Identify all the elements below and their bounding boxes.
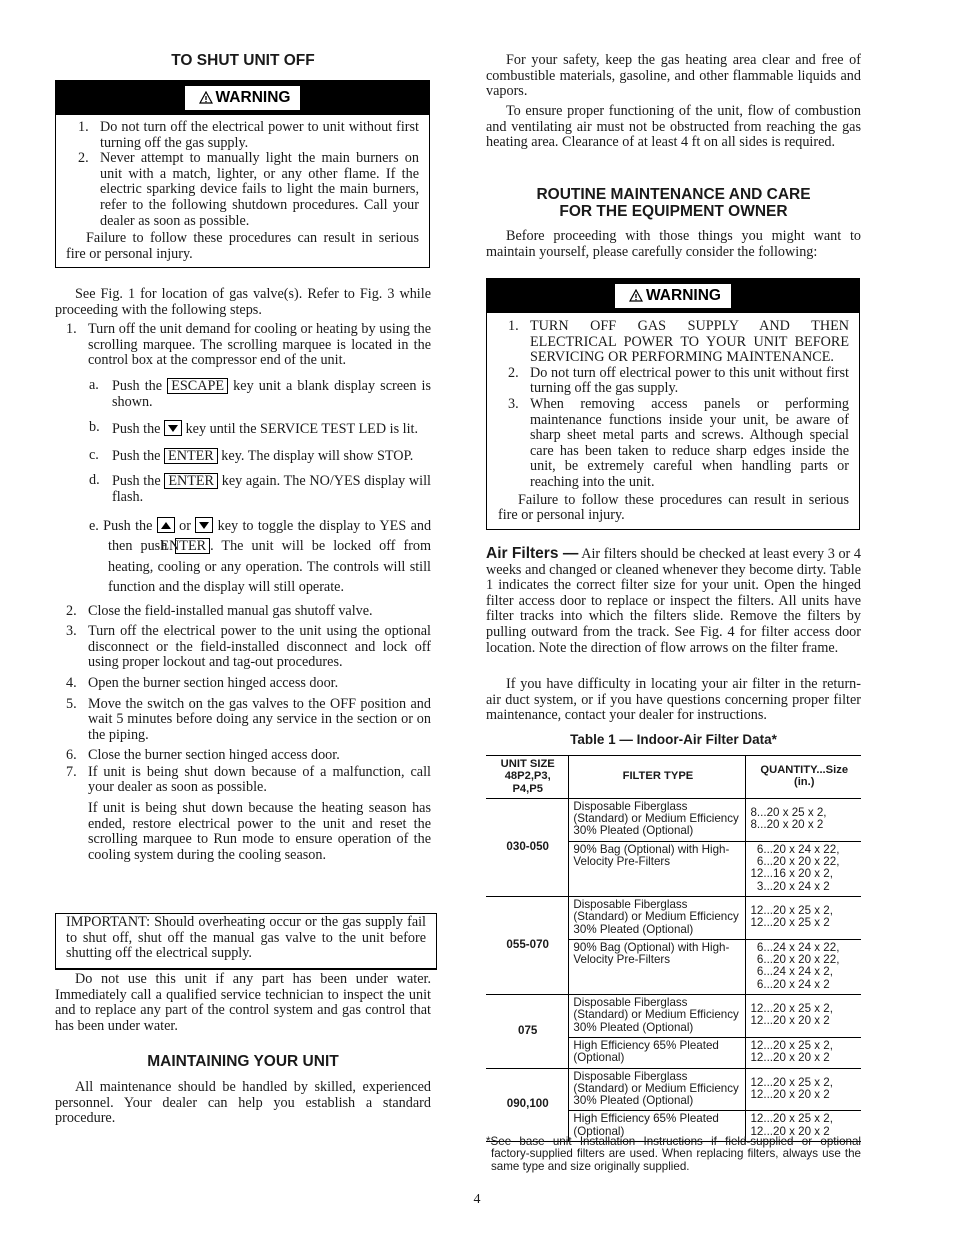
list-item: 1. TURN OFF GAS SUPPLY AND THEN ELECTRICAL POWER TO YOUR UNIT BEFORE SERVICING OR PERFORMING MAINTENANCE. <box>508 318 849 366</box>
warning-label: WARNING <box>615 284 731 308</box>
list-item: 6. Close the burner section hinged access door. <box>66 747 340 764</box>
warning-triangle-icon <box>629 289 643 302</box>
filter-type-cell: Disposable Fiberglass (Standard) or Medium Efficiency 30% Pleated (Optional) <box>569 896 746 939</box>
sub-step-e: e. Push the or key to toggle the display to YES and then push ENTER . The unit will be locked off from heating, cooling or any operation. The controls will still function and the display will still operate. <box>89 517 432 596</box>
table-row <box>486 1068 861 1111</box>
unit-size-cell: 030-050 <box>486 798 569 896</box>
warning-box-shutoff <box>55 80 430 268</box>
filter-type-cell: 90% Bag (Optional) with High-Velocity Pre-Filters <box>569 939 746 994</box>
list-item: 2. Close the field-installed manual gas shutoff valve. <box>66 602 373 619</box>
quantity-cell: 12...20 x 25 x 2, 12...20 x 25 x 2 <box>746 896 861 939</box>
safety-paragraph-2: To ensure proper functioning of the unit, flow of combustion and ventilating air must not be obstructed from reaching the gas heating area. Clearance of at least 4 ft on all sides is required. <box>486 103 861 151</box>
warning-bar <box>487 279 859 313</box>
list-item: 5. Move the switch on the gas valves to the OFF position and wait 5 minutes before doing any service in the section or on the piping. <box>66 695 431 743</box>
important-box: IMPORTANT: Should overheating occur or the gas supply fail to shut off, shut off the manual gas valve to the unit before shutting off the electrical supply. <box>55 913 437 970</box>
warning-bar <box>56 81 429 115</box>
quantity-cell: 12...20 x 25 x 2, 12...20 x 20 x 2 <box>746 1068 861 1111</box>
maintaining-paragraph: All maintenance should be handled by skilled, experienced personnel. Your dealer can help you establish a standard procedure. <box>55 1079 431 1127</box>
sub-step-d: d. Push the ENTER key again. The NO/YES display will flash. <box>89 472 431 505</box>
filter-type-cell: Disposable Fiberglass (Standard) or Medium Efficiency 30% Pleated (Optional) <box>569 995 746 1038</box>
table-row <box>486 995 861 1038</box>
unit-size-cell: 075 <box>486 995 569 1068</box>
warning-body <box>56 115 429 267</box>
filter-type-cell: Disposable Fiberglass (Standard) or Medium Efficiency 30% Pleated (Optional) <box>569 798 746 841</box>
list-item: 1. Do not turn off the electrical power to unit without first turning off the gas supply. <box>78 119 419 151</box>
sub-step-b: b. Push the key until the SERVICE TEST LED is lit. <box>89 419 419 438</box>
list-item: 4. Open the burner section hinged access door. <box>66 674 339 691</box>
quantity-cell: 12...20 x 25 x 2, 12...20 x 20 x 2 <box>746 995 861 1038</box>
maintaining-heading: MAINTAINING YOUR UNIT <box>147 1053 339 1070</box>
warning-footer: Failure to follow these procedures can result in serious fire or personal injury. <box>498 491 849 524</box>
table-footnote: *See base unit Installation Instructions if field-supplied or optional factory-supplied filters are used. When replacing filters, always use the same type and size originally supplied. <box>486 1135 861 1173</box>
escape-key: ESCAPE <box>167 378 228 394</box>
list-item: 2. Never attempt to manually light the main burners on unit with a match, lighter, or any other flame. If the electric sparking device fails to light the main burners, refer to the following shutdown procedures. Call your dealer as soon as possible. <box>78 150 419 229</box>
quantity-cell: 12...20 x 25 x 2, 12...20 x 20 x 2 <box>746 1111 861 1142</box>
air-filters-paragraph-2: If you have difficulty in locating your air filter in the return-air duct system, or if you have questions concerning proper filter maintenance, contact your dealer for instructions. <box>486 676 861 724</box>
down-arrow-key-icon <box>164 420 182 436</box>
filter-type-cell: Disposable Fiberglass (Standard) or Medium Efficiency 30% Pleated (Optional) <box>569 1068 746 1111</box>
filter-type-cell: High Efficiency 65% Pleated (Optional) <box>569 1111 746 1142</box>
unit-size-cell: 055-070 <box>486 896 569 994</box>
steps-list <box>55 604 431 864</box>
unit-size-cell: 090,100 <box>486 1068 569 1141</box>
list-item: 7. If unit is being shut down because of a malfunction, call your dealer as soon as possible. <box>66 763 431 796</box>
list-item: 3. Turn off the electrical power to the unit using the optional disconnect or the field-installed disconnect and lock off using proper lockout and tag-out procedures. <box>66 623 431 671</box>
warning-footer: Failure to follow these procedures can result in serious fire or personal injury. <box>66 230 419 262</box>
list-item: 1. Turn off the unit demand for cooling or heating by using the scrolling marquee. The scrolling marquee is located in the control box at the compressor end of the unit. <box>66 321 431 369</box>
safety-paragraph-1: For your safety, keep the gas heating area clear and free of combustible materials, gasoline, and other flammable liquids and vapors. <box>486 52 861 100</box>
warning-body <box>487 313 859 529</box>
air-filters-paragraph: Air Filters — Air filters should be checked at least every 3 or 4 weeks and changed or cleaned whenever they become dirty. Table 1 indicates the correct filter size for your unit. Open the hinged filter access door to replace or inspect the filters. All units have filter tracks into which the filters slide. Remove the filters by pulling outward from the track. See Fig. 4 for filter access door location. Note the direction of flow arrows on the filter frame. <box>486 545 862 656</box>
quantity-cell: 6...20 x 24 x 22, 6...20 x 20 x 22, 12...16 x 20 x 2, 3...20 x 24 x 2 <box>746 841 861 896</box>
sub-step-c: c. Push the ENTER key. The display will show STOP. <box>89 446 414 464</box>
quantity-cell: 8...20 x 25 x 2, 8...20 x 20 x 2 <box>746 798 861 841</box>
water-paragraph: Do not use this unit if any part has been under water. Immediately call a qualified service technician to inspect the unit and to replace any part of the control system and gas control that has been under water. <box>55 971 431 1034</box>
list-item: 3. When removing access panels or performing maintenance functions inside your unit, be aware of sharp sheet metal parts and screws. Although special care has been taken to reduce sharp edges inside the unit, be extremely careful when handling parts or reaching into the unit. <box>508 395 849 490</box>
enter-key: ENTER <box>164 448 218 464</box>
air-filters-heading: Air Filters — <box>486 545 579 562</box>
table-title: Table 1 — Indoor-Air Filter Data* <box>570 732 777 747</box>
page-number: 4 <box>473 1192 481 1207</box>
enter-key: ENTER <box>175 538 210 554</box>
table-row <box>486 896 861 939</box>
enter-key: ENTER <box>164 473 218 489</box>
quantity-cell: 6...24 x 24 x 22, 6...20 x 20 x 22, 6...24 x 24 x 2, 6...20 x 24 x 2 <box>746 939 861 994</box>
header-quantity: QUANTITY...Size (in.) <box>746 756 861 799</box>
warning-triangle-icon <box>199 91 213 104</box>
list-item: 2. Do not turn off electrical power to this unit without first turning off the gas supply. <box>508 364 849 397</box>
header-filter-type: FILTER TYPE <box>569 756 746 799</box>
filter-data-table <box>486 755 861 1142</box>
procedure-section <box>55 287 431 863</box>
table-header-row <box>486 756 861 799</box>
sub-step-a: a. Push the ESCAPE key unit a blank display screen is shown. <box>89 376 432 410</box>
intro-paragraph: See Fig. 1 for location of gas valve(s). Refer to Fig. 3 while proceeding with the following steps. <box>55 286 431 318</box>
routine-heading: ROUTINE MAINTENANCE AND CARE FOR THE EQUIPMENT OWNER <box>536 186 811 220</box>
up-arrow-key-icon <box>157 517 175 533</box>
down-arrow-key-icon <box>195 517 213 533</box>
filter-type-cell: High Efficiency 65% Pleated (Optional) <box>569 1037 746 1068</box>
step7-continuation: If unit is being shut down because the heating season has ended, restore electrical power to the unit and reset the scrolling marquee to Run mode to ensure operation of the cooling system during the cooling season. <box>88 800 431 863</box>
routine-intro: Before proceeding with those things you might want to maintain yourself, please carefully consider the following: <box>486 228 861 260</box>
quantity-cell: 12...20 x 25 x 2, 12...20 x 20 x 2 <box>746 1037 861 1068</box>
filter-type-cell: 90% Bag (Optional) with High-Velocity Pre-Filters <box>569 841 746 896</box>
table-row <box>486 798 861 841</box>
shutoff-heading: TO SHUT UNIT OFF <box>171 52 315 69</box>
warning-box-maintenance <box>486 278 860 530</box>
warning-label: WARNING <box>185 86 301 110</box>
header-unit-size: UNIT SIZE 48P2,P3, P4,P5 <box>486 756 569 799</box>
